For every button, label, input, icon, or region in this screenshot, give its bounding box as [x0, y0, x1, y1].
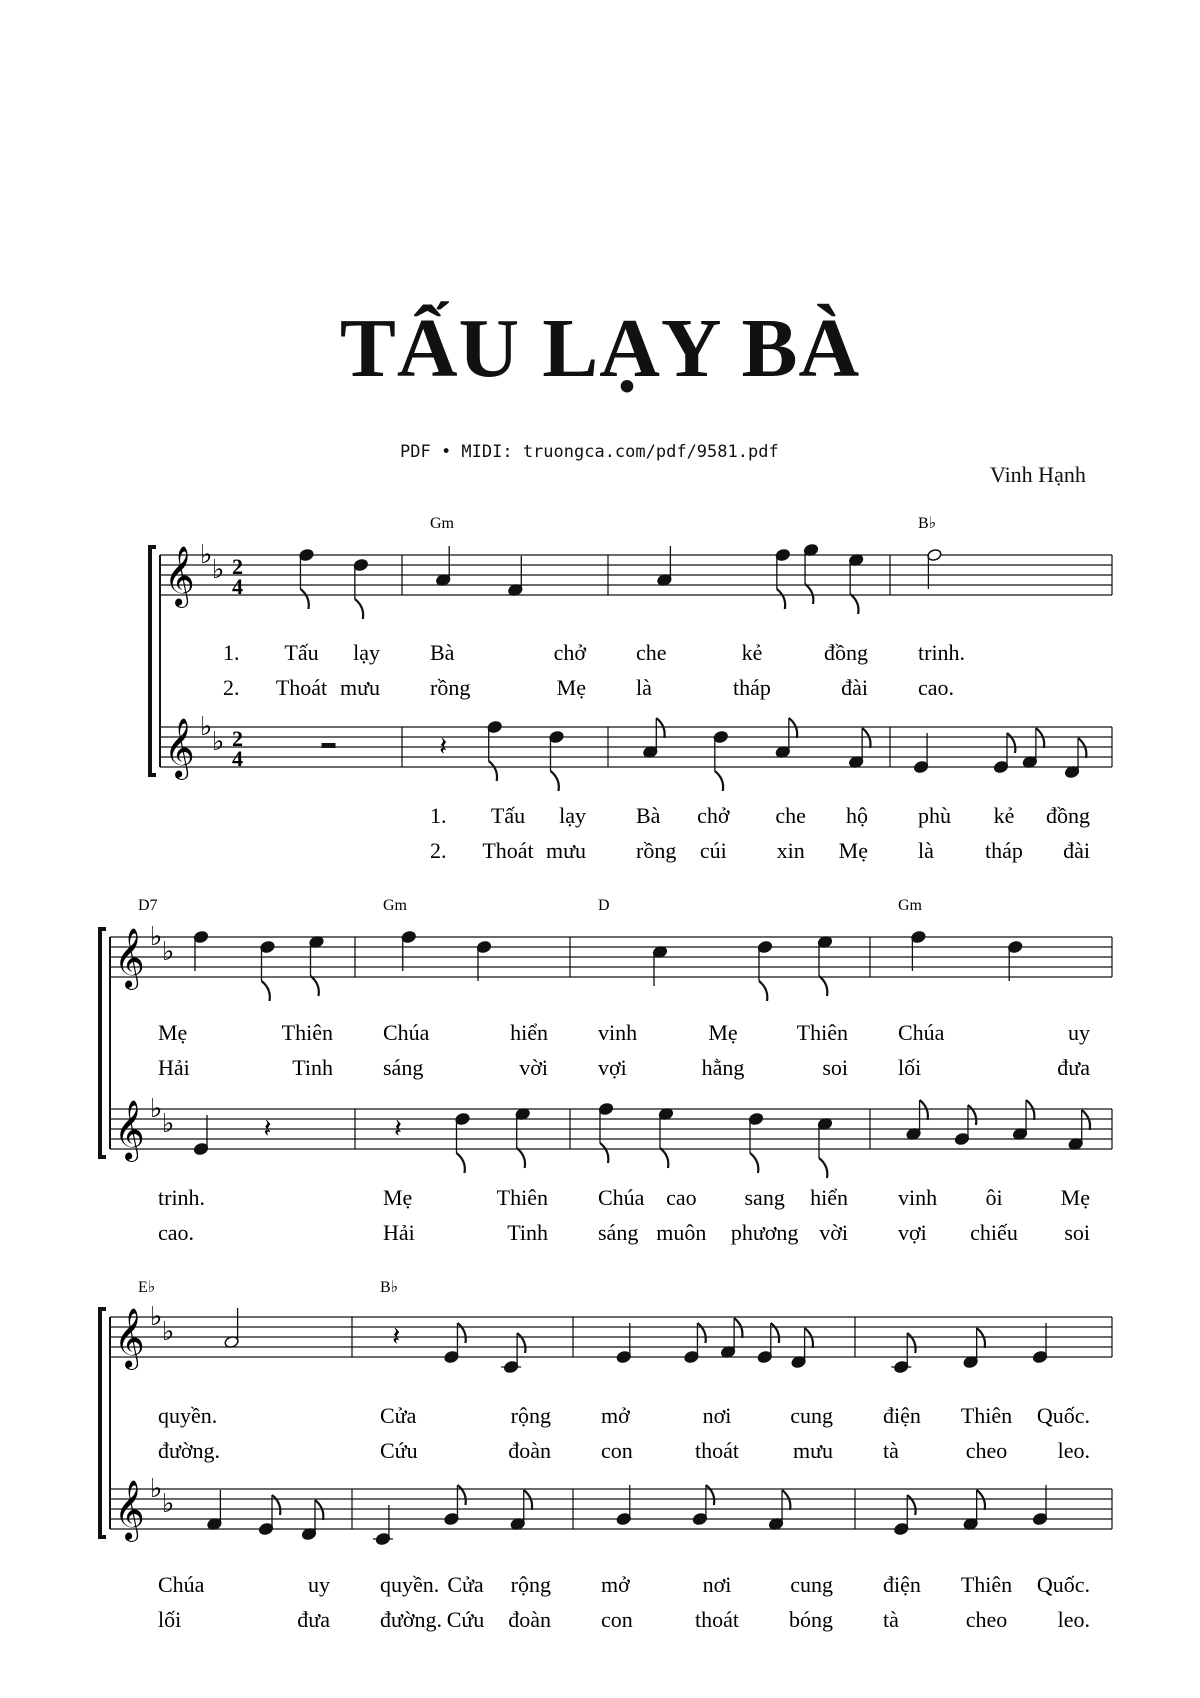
lyric-lower-verse2: cheo: [965, 1607, 1008, 1632]
note-flag: [600, 1143, 608, 1163]
chord-symbol: B♭: [380, 1279, 399, 1296]
key-flat-e: ♭: [162, 1109, 175, 1138]
note-flag: [759, 981, 767, 1001]
note-flag: [862, 728, 870, 748]
note-flag: [697, 1323, 705, 1343]
note-flag: [782, 1490, 790, 1510]
lyric-upper-verse1: hiển: [510, 1020, 548, 1045]
system-bracket: [150, 547, 156, 775]
lyric-upper-verse2: đưa: [1057, 1055, 1090, 1080]
lyric-lower-verse2: Tinh: [507, 1220, 548, 1245]
lyric-lower-verse1: trinh.: [158, 1185, 206, 1210]
lyric-lower-verse1: vinh: [898, 1185, 938, 1210]
key-flat-b: ♭: [150, 1094, 163, 1123]
lyric-lower-verse2: chiếu: [970, 1220, 1018, 1245]
lyric-lower-verse1: 1.: [430, 803, 447, 828]
lyric-lower-verse1: ôi: [985, 1185, 1003, 1210]
lyric-upper-verse1: Bà: [430, 640, 455, 665]
lyric-lower-verse1: cao: [666, 1185, 697, 1210]
lyric-upper-verse2: vời: [519, 1055, 548, 1080]
lyric-lower-verse2: Hải: [383, 1220, 415, 1245]
lyric-lower-verse1: Chúa: [598, 1185, 645, 1210]
lyric-lower-verse1: kẻ: [993, 803, 1015, 828]
lyric-lower-verse2: đường.: [380, 1607, 443, 1632]
lyric-upper-verse2: sáng: [383, 1055, 424, 1080]
lyric-upper-verse1: Mẹ: [708, 1020, 738, 1045]
lyric-upper-verse2: mưu: [792, 1438, 833, 1463]
lyric-upper-verse1: Mẹ: [158, 1020, 188, 1045]
treble-clef: 𝄞: [164, 720, 195, 777]
note-flag: [517, 1333, 525, 1353]
note-flag: [524, 1490, 532, 1510]
note-flag: [789, 718, 797, 738]
treble-clef: 𝄞: [164, 548, 195, 605]
lyric-upper-verse2: đoàn: [508, 1438, 551, 1463]
lyric-upper-verse1: nơi: [702, 1403, 732, 1428]
lyric-upper-verse1: Chúa: [383, 1020, 430, 1045]
treble-clef: 𝄞: [114, 930, 145, 987]
note-flag: [977, 1328, 985, 1348]
lyric-lower-verse1: cung: [790, 1572, 833, 1597]
composer-name: Vinh Hạnh: [990, 462, 1086, 487]
lyric-upper-verse2: hằng: [701, 1055, 745, 1080]
lyric-upper-verse1: đồng: [824, 640, 868, 665]
note-flag: [315, 1500, 323, 1520]
lyric-lower-verse1: Bà: [636, 803, 661, 828]
lyric-lower-verse2: sáng: [598, 1220, 639, 1245]
lyric-lower-verse1: hộ: [846, 803, 868, 828]
lyric-upper-verse2: Mẹ: [556, 675, 586, 700]
note-flag: [272, 1495, 280, 1515]
time-sig-top: 2: [232, 554, 243, 579]
lyric-upper-verse1: Thiên: [281, 1020, 333, 1045]
lyric-upper-verse2: Thoát: [275, 675, 328, 700]
key-flat-b: ♭: [150, 1474, 163, 1503]
lyric-lower-verse2: Cứu: [446, 1607, 485, 1632]
chord-symbol: D: [598, 897, 610, 914]
chord-symbol: E♭: [138, 1279, 156, 1296]
lyric-upper-verse1: che: [636, 640, 667, 665]
chord-symbol: B♭: [918, 515, 937, 532]
lyric-lower-verse1: Cửa: [447, 1572, 484, 1597]
source-link-text: PDF • MIDI: truongca.com/pdf/9581.pdf: [400, 442, 779, 462]
system-bracket: [100, 1309, 106, 1537]
note-flag: [457, 1323, 465, 1343]
lyric-upper-verse1: mở: [601, 1403, 630, 1428]
note-flag: [660, 1148, 668, 1168]
lyric-lower-verse1: Chúa: [158, 1572, 205, 1597]
lyric-lower-verse1: điện: [883, 1572, 921, 1597]
note-flag: [968, 1105, 976, 1125]
lyric-lower-verse2: 2.: [430, 838, 447, 863]
note-flag: [355, 599, 363, 619]
note-flag: [750, 1153, 758, 1173]
lyric-upper-verse1: lạy: [353, 640, 380, 665]
lyric-upper-verse1: chở: [553, 640, 586, 665]
lyric-lower-verse1: Thiên: [960, 1572, 1013, 1597]
lyric-upper-verse2: lối: [898, 1055, 922, 1080]
lyric-lower-verse1: sang: [744, 1185, 785, 1210]
note-flag: [805, 1328, 813, 1348]
note-flag: [734, 1318, 742, 1338]
lyric-upper-verse2: leo.: [1057, 1438, 1090, 1463]
note-flag: [1007, 733, 1015, 753]
lyric-upper-verse2: là: [636, 675, 652, 700]
lyric-lower-verse2: muôn: [656, 1220, 707, 1245]
note-flag: [517, 1148, 525, 1168]
treble-clef: 𝄞: [114, 1102, 145, 1159]
quarter-rest: 𝄽: [392, 1322, 401, 1351]
lyric-lower-verse1: nơi: [702, 1572, 732, 1597]
note-flag: [907, 1495, 915, 1515]
lyric-upper-verse2: cheo: [965, 1438, 1008, 1463]
lyric-upper-verse1: Thiên: [960, 1403, 1013, 1428]
lyric-upper-verse2: con: [601, 1438, 633, 1463]
lyric-upper-verse2: soi: [822, 1055, 848, 1080]
note-flag: [551, 771, 559, 791]
note-flag: [907, 1333, 915, 1353]
note-flag: [771, 1323, 779, 1343]
lyric-lower-verse1: phù: [918, 803, 951, 828]
note-flag: [977, 1490, 985, 1510]
key-flat-e: ♭: [162, 1317, 175, 1346]
note-flag: [311, 976, 319, 996]
lyric-lower-verse2: Mẹ: [838, 838, 868, 863]
lyric-upper-verse1: quyền.: [158, 1403, 218, 1428]
key-flat-b: ♭: [150, 1302, 163, 1331]
lyric-upper-verse2: tà: [883, 1438, 899, 1463]
lyric-upper-verse1: cung: [790, 1403, 833, 1428]
lyric-lower-verse1: Quốc.: [1036, 1572, 1090, 1597]
quarter-rest: 𝄽: [394, 1114, 402, 1143]
note-flag: [656, 718, 664, 738]
lyric-lower-verse2: tháp: [985, 838, 1023, 863]
lyric-upper-verse2: Tinh: [292, 1055, 333, 1080]
time-sig-bottom: 4: [232, 574, 243, 599]
half-rest: [322, 743, 336, 748]
lyric-upper-verse2: tháp: [733, 675, 771, 700]
lyric-upper-verse1: Chúa: [898, 1020, 945, 1045]
lyric-lower-verse1: lạy: [559, 803, 586, 828]
lyric-lower-verse1: Thiên: [496, 1185, 548, 1210]
lyric-upper-verse2: 2.: [223, 675, 240, 700]
lyric-lower-verse1: chở: [697, 803, 730, 828]
lyric-lower-verse1: rộng: [510, 1572, 551, 1597]
note-flag: [850, 594, 858, 614]
note-flag: [777, 589, 785, 609]
lyric-lower-verse2: rồng: [636, 838, 677, 863]
lyric-lower-verse2: đưa: [297, 1607, 330, 1632]
lyric-upper-verse2: đài: [841, 675, 868, 700]
note-flag: [1026, 1100, 1034, 1120]
lyric-upper-verse1: điện: [883, 1403, 921, 1428]
lyric-upper-verse2: mưu: [339, 675, 380, 700]
note-flag: [715, 771, 723, 791]
note-flag: [1036, 728, 1044, 748]
note-flag: [300, 589, 308, 609]
note-flag: [819, 976, 827, 996]
lyric-lower-verse2: soi: [1064, 1220, 1090, 1245]
lyric-lower-verse1: mở: [601, 1572, 630, 1597]
note-flag: [262, 981, 270, 1001]
quarter-rest: 𝄽: [439, 732, 448, 761]
lyric-lower-verse2: đài: [1063, 838, 1090, 863]
lyric-upper-verse2: rồng: [430, 675, 471, 700]
key-flat-e: ♭: [212, 555, 225, 584]
key-flat-b: ♭: [200, 540, 213, 569]
lyric-lower-verse1: Mẹ: [383, 1185, 413, 1210]
treble-clef: 𝄞: [114, 1482, 145, 1539]
lyric-lower-verse2: con: [601, 1607, 633, 1632]
lyric-upper-verse2: vợi: [598, 1055, 627, 1080]
lyric-upper-verse1: uy: [1068, 1020, 1090, 1045]
lyric-lower-verse2: vời: [819, 1220, 848, 1245]
note-flag: [457, 1485, 465, 1505]
note-flag: [920, 1100, 928, 1120]
lyric-lower-verse1: Mẹ: [1060, 1185, 1090, 1210]
note-flag: [489, 761, 497, 781]
lyric-upper-verse1: Cửa: [380, 1403, 417, 1428]
note-flag: [457, 1153, 465, 1173]
lyric-lower-verse2: vợi: [898, 1220, 927, 1245]
lyric-lower-verse2: Thoát: [482, 838, 534, 863]
lyric-upper-verse2: Hải: [158, 1055, 190, 1080]
note-flag: [819, 1158, 827, 1178]
lyric-upper-verse2: Cứu: [380, 1438, 418, 1463]
chord-symbol: Gm: [898, 897, 922, 914]
time-sig-top: 2: [232, 726, 243, 751]
key-flat-e: ♭: [212, 727, 225, 756]
lyric-upper-verse1: Tấu: [284, 640, 319, 665]
lyric-lower-verse1: đồng: [1046, 803, 1090, 828]
lyric-upper-verse1: rộng: [510, 1403, 551, 1428]
note-flag: [706, 1485, 714, 1505]
system-bracket: [100, 929, 106, 1157]
key-flat-b: ♭: [200, 712, 213, 741]
lyric-lower-verse2: leo.: [1057, 1607, 1090, 1632]
lyric-upper-verse1: trinh.: [918, 640, 966, 665]
chord-symbol: Gm: [383, 897, 407, 914]
lyric-lower-verse1: hiển: [810, 1185, 848, 1210]
lyric-upper-verse2: cao.: [918, 675, 955, 700]
lyric-upper-verse1: 1.: [223, 640, 240, 665]
lyric-lower-verse2: xin: [776, 838, 805, 863]
chord-symbol: Gm: [430, 515, 454, 532]
quarter-rest: 𝄽: [263, 1114, 272, 1143]
lyric-upper-verse1: vinh: [598, 1020, 638, 1045]
lyric-lower-verse1: quyền.: [380, 1572, 440, 1597]
key-flat-b: ♭: [150, 922, 163, 951]
lyric-lower-verse2: mưu: [545, 838, 586, 863]
lyric-lower-verse2: cúi: [699, 838, 727, 863]
lyric-lower-verse2: thoát: [695, 1607, 739, 1632]
note-flag: [1078, 738, 1086, 758]
lyric-lower-verse1: che: [775, 803, 806, 828]
lyric-lower-verse2: bóng: [789, 1607, 833, 1632]
lyric-lower-verse2: tà: [883, 1607, 899, 1632]
time-sig-bottom: 4: [232, 746, 243, 771]
lyric-upper-verse2: thoát: [695, 1438, 739, 1463]
lyric-upper-verse1: kẻ: [741, 640, 763, 665]
lyric-lower-verse1: Tấu: [490, 803, 526, 828]
lyric-upper-verse1: Thiên: [796, 1020, 848, 1045]
lyric-upper-verse2: đường.: [158, 1438, 221, 1463]
key-flat-e: ♭: [162, 937, 175, 966]
song-title: TẤU LẠY BÀ: [339, 302, 861, 395]
note-flag: [805, 584, 813, 604]
key-flat-e: ♭: [162, 1489, 175, 1518]
lyric-upper-verse1: Quốc.: [1036, 1403, 1090, 1428]
lyric-lower-verse1: uy: [308, 1572, 330, 1597]
lyric-lower-verse2: đoàn: [508, 1607, 551, 1632]
chord-symbol: D7: [138, 897, 158, 914]
lyric-lower-verse2: lối: [158, 1607, 182, 1632]
lyric-lower-verse2: cao.: [158, 1220, 195, 1245]
treble-clef: 𝄞: [114, 1310, 145, 1367]
note-flag: [1082, 1110, 1090, 1130]
lyric-lower-verse2: phương: [730, 1220, 799, 1245]
lyric-lower-verse2: là: [918, 838, 934, 863]
